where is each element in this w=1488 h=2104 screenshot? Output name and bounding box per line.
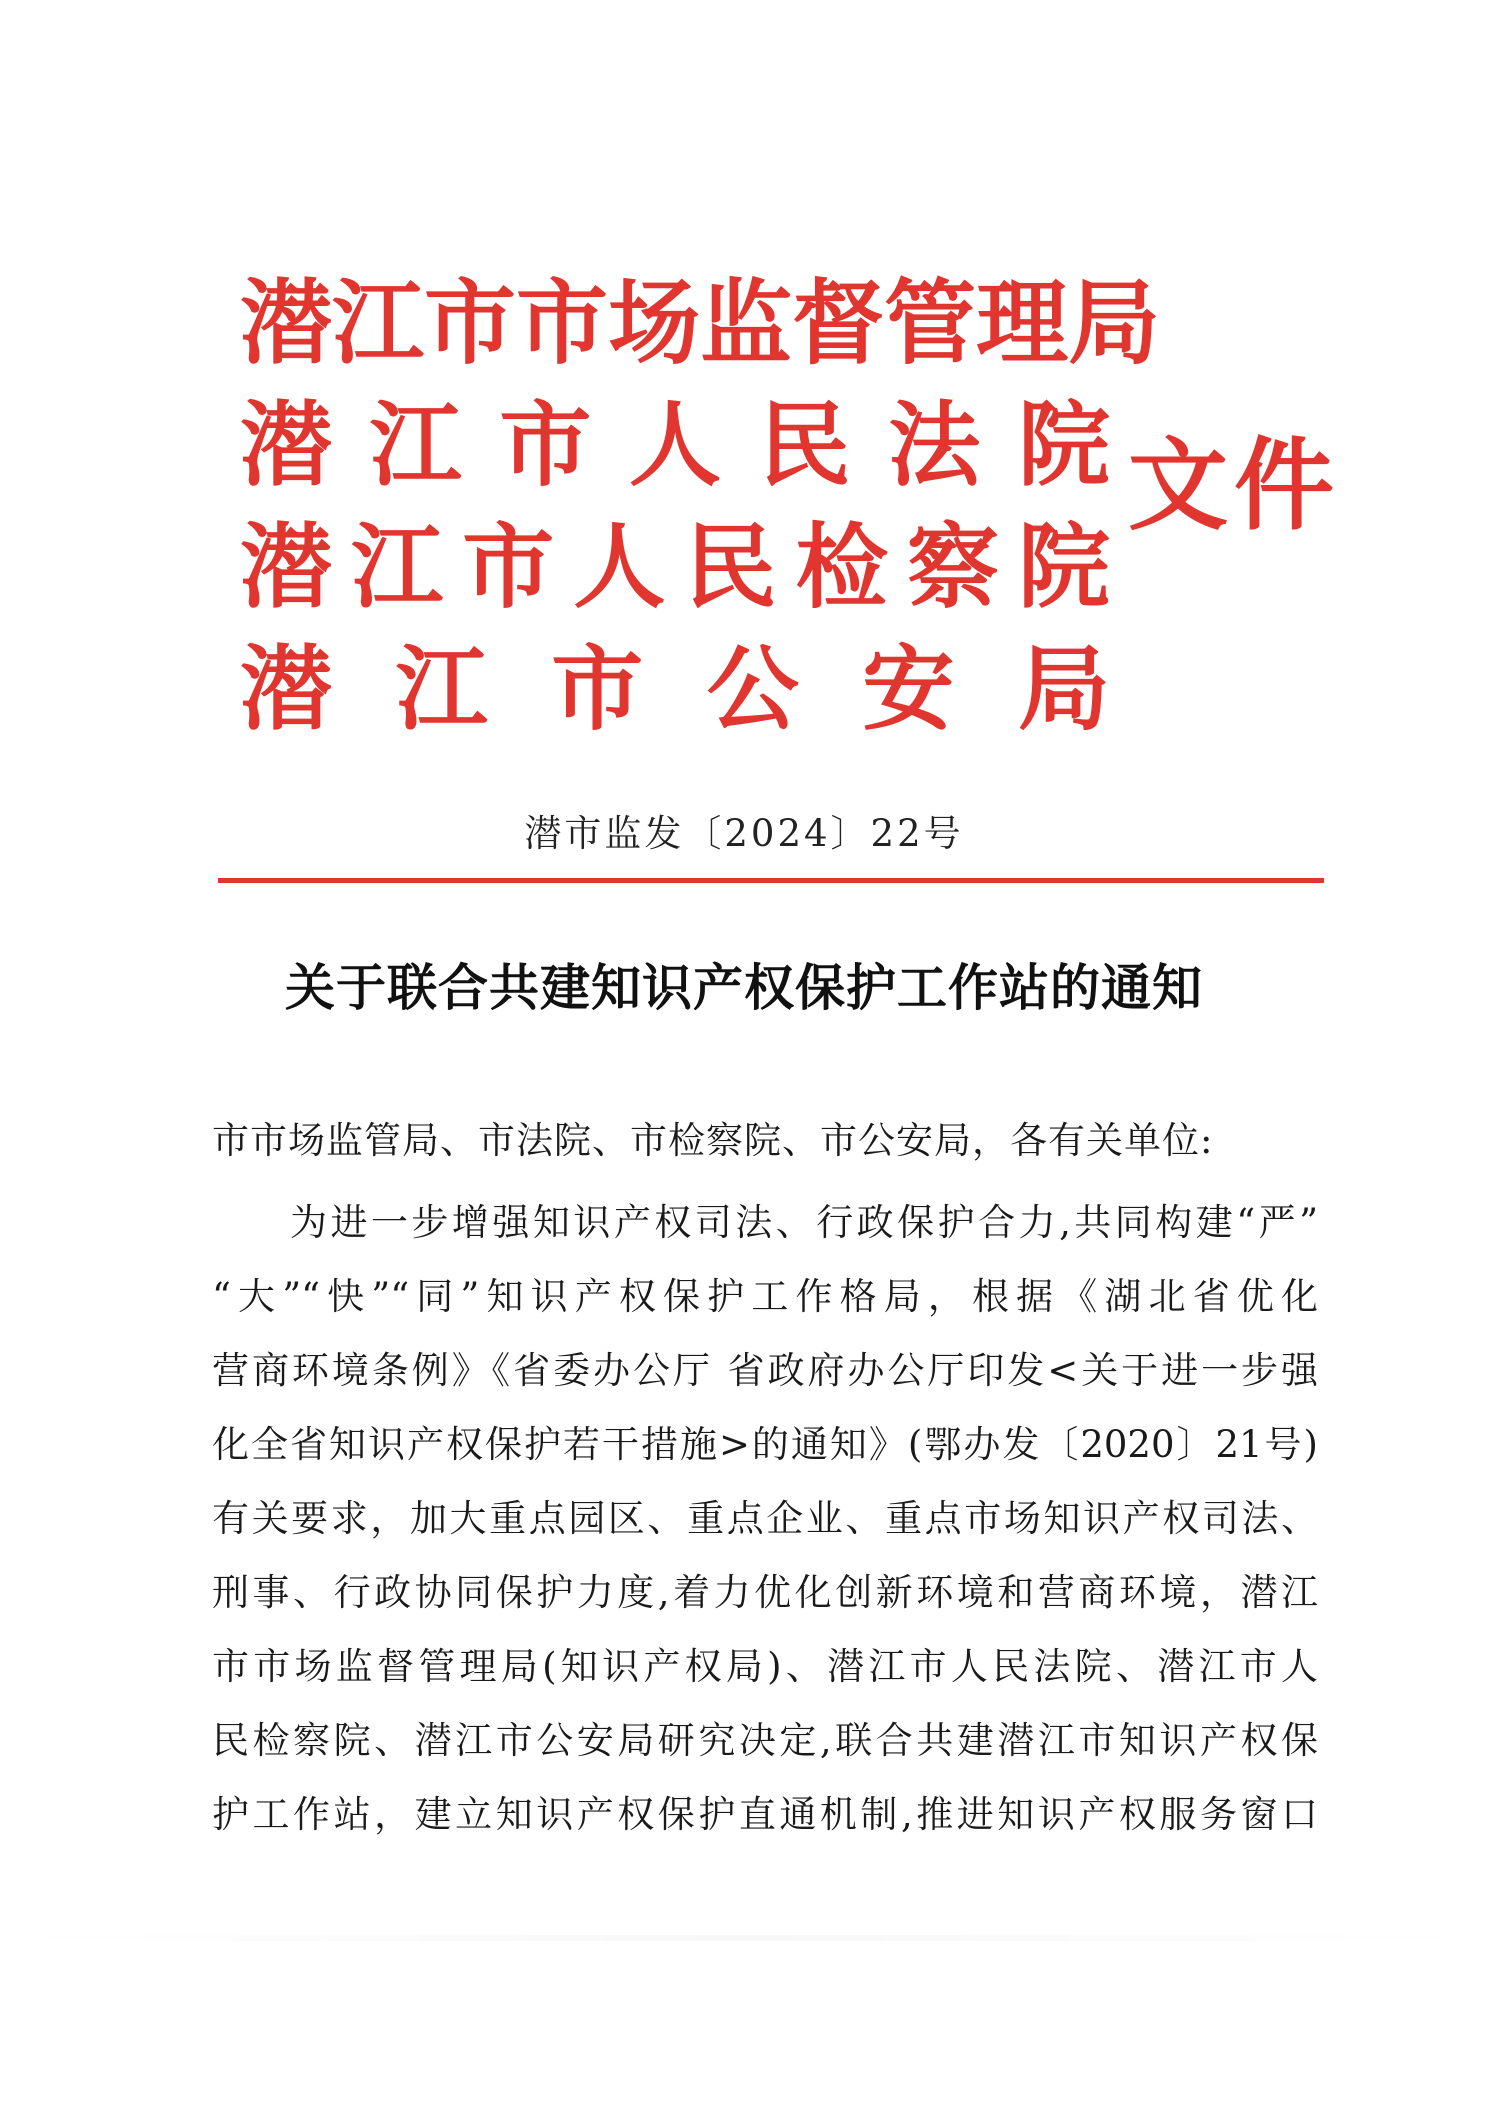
document-suffix: 文件 (1128, 426, 1340, 544)
document-number: 潜市监发〔2024〕22号 (524, 812, 964, 855)
body-line: 有关要求，加大重点园区、重点企业、重点市场知识产权司法、 (212, 1497, 1318, 1540)
issuer-line: 潜 江 市 人 民 检 察 院 (240, 513, 1110, 621)
body-line: 营商环境条例》《省委办公厅 省政府办公厅印发<关于进一步强 (212, 1349, 1318, 1392)
scan-artifact (0, 1935, 1488, 1941)
body-line: 民检察院、潜江市公安局研究决定,联合共建潜江市知识产权保 (212, 1719, 1318, 1762)
issuer-line: 潜 江 市 市 场 监 督 管 理 局 (240, 269, 1161, 377)
body-line: 刑事、行政协同保护力度,着力优化创新环境和营商环境，潜江 (212, 1571, 1318, 1614)
salutation: 市市场监管局、市法院、市检察院、市公安局，各有关单位: (212, 1119, 1214, 1162)
issuer-list (240, 262, 1161, 750)
body-line: 为进一步增强知识产权司法、行政保护合力,共同构建“严” (290, 1201, 1318, 1244)
body-line: 化全省知识产权保护若干措施>的通知》(鄂办发〔2020〕21号) (212, 1423, 1318, 1466)
body-line: 护工作站，建立知识产权保护直通机制,推进知识产权服务窗口 (212, 1793, 1318, 1836)
issuer-line: 潜 江 市 人 民 法 院 (240, 391, 1110, 499)
issuer-line: 潜 江 市 公 安 局 (240, 635, 1110, 743)
document-title: 关于联合共建知识产权保护工作站的通知 (285, 959, 1203, 1017)
red-divider-line (218, 878, 1324, 883)
body-line: 市市场监督管理局(知识产权局)、潜江市人民法院、潜江市人 (212, 1645, 1318, 1688)
body-line: “大”“快”“同”知识产权保护工作格局，根据《湖北省优化 (212, 1275, 1318, 1318)
body-text (212, 1186, 1318, 1852)
